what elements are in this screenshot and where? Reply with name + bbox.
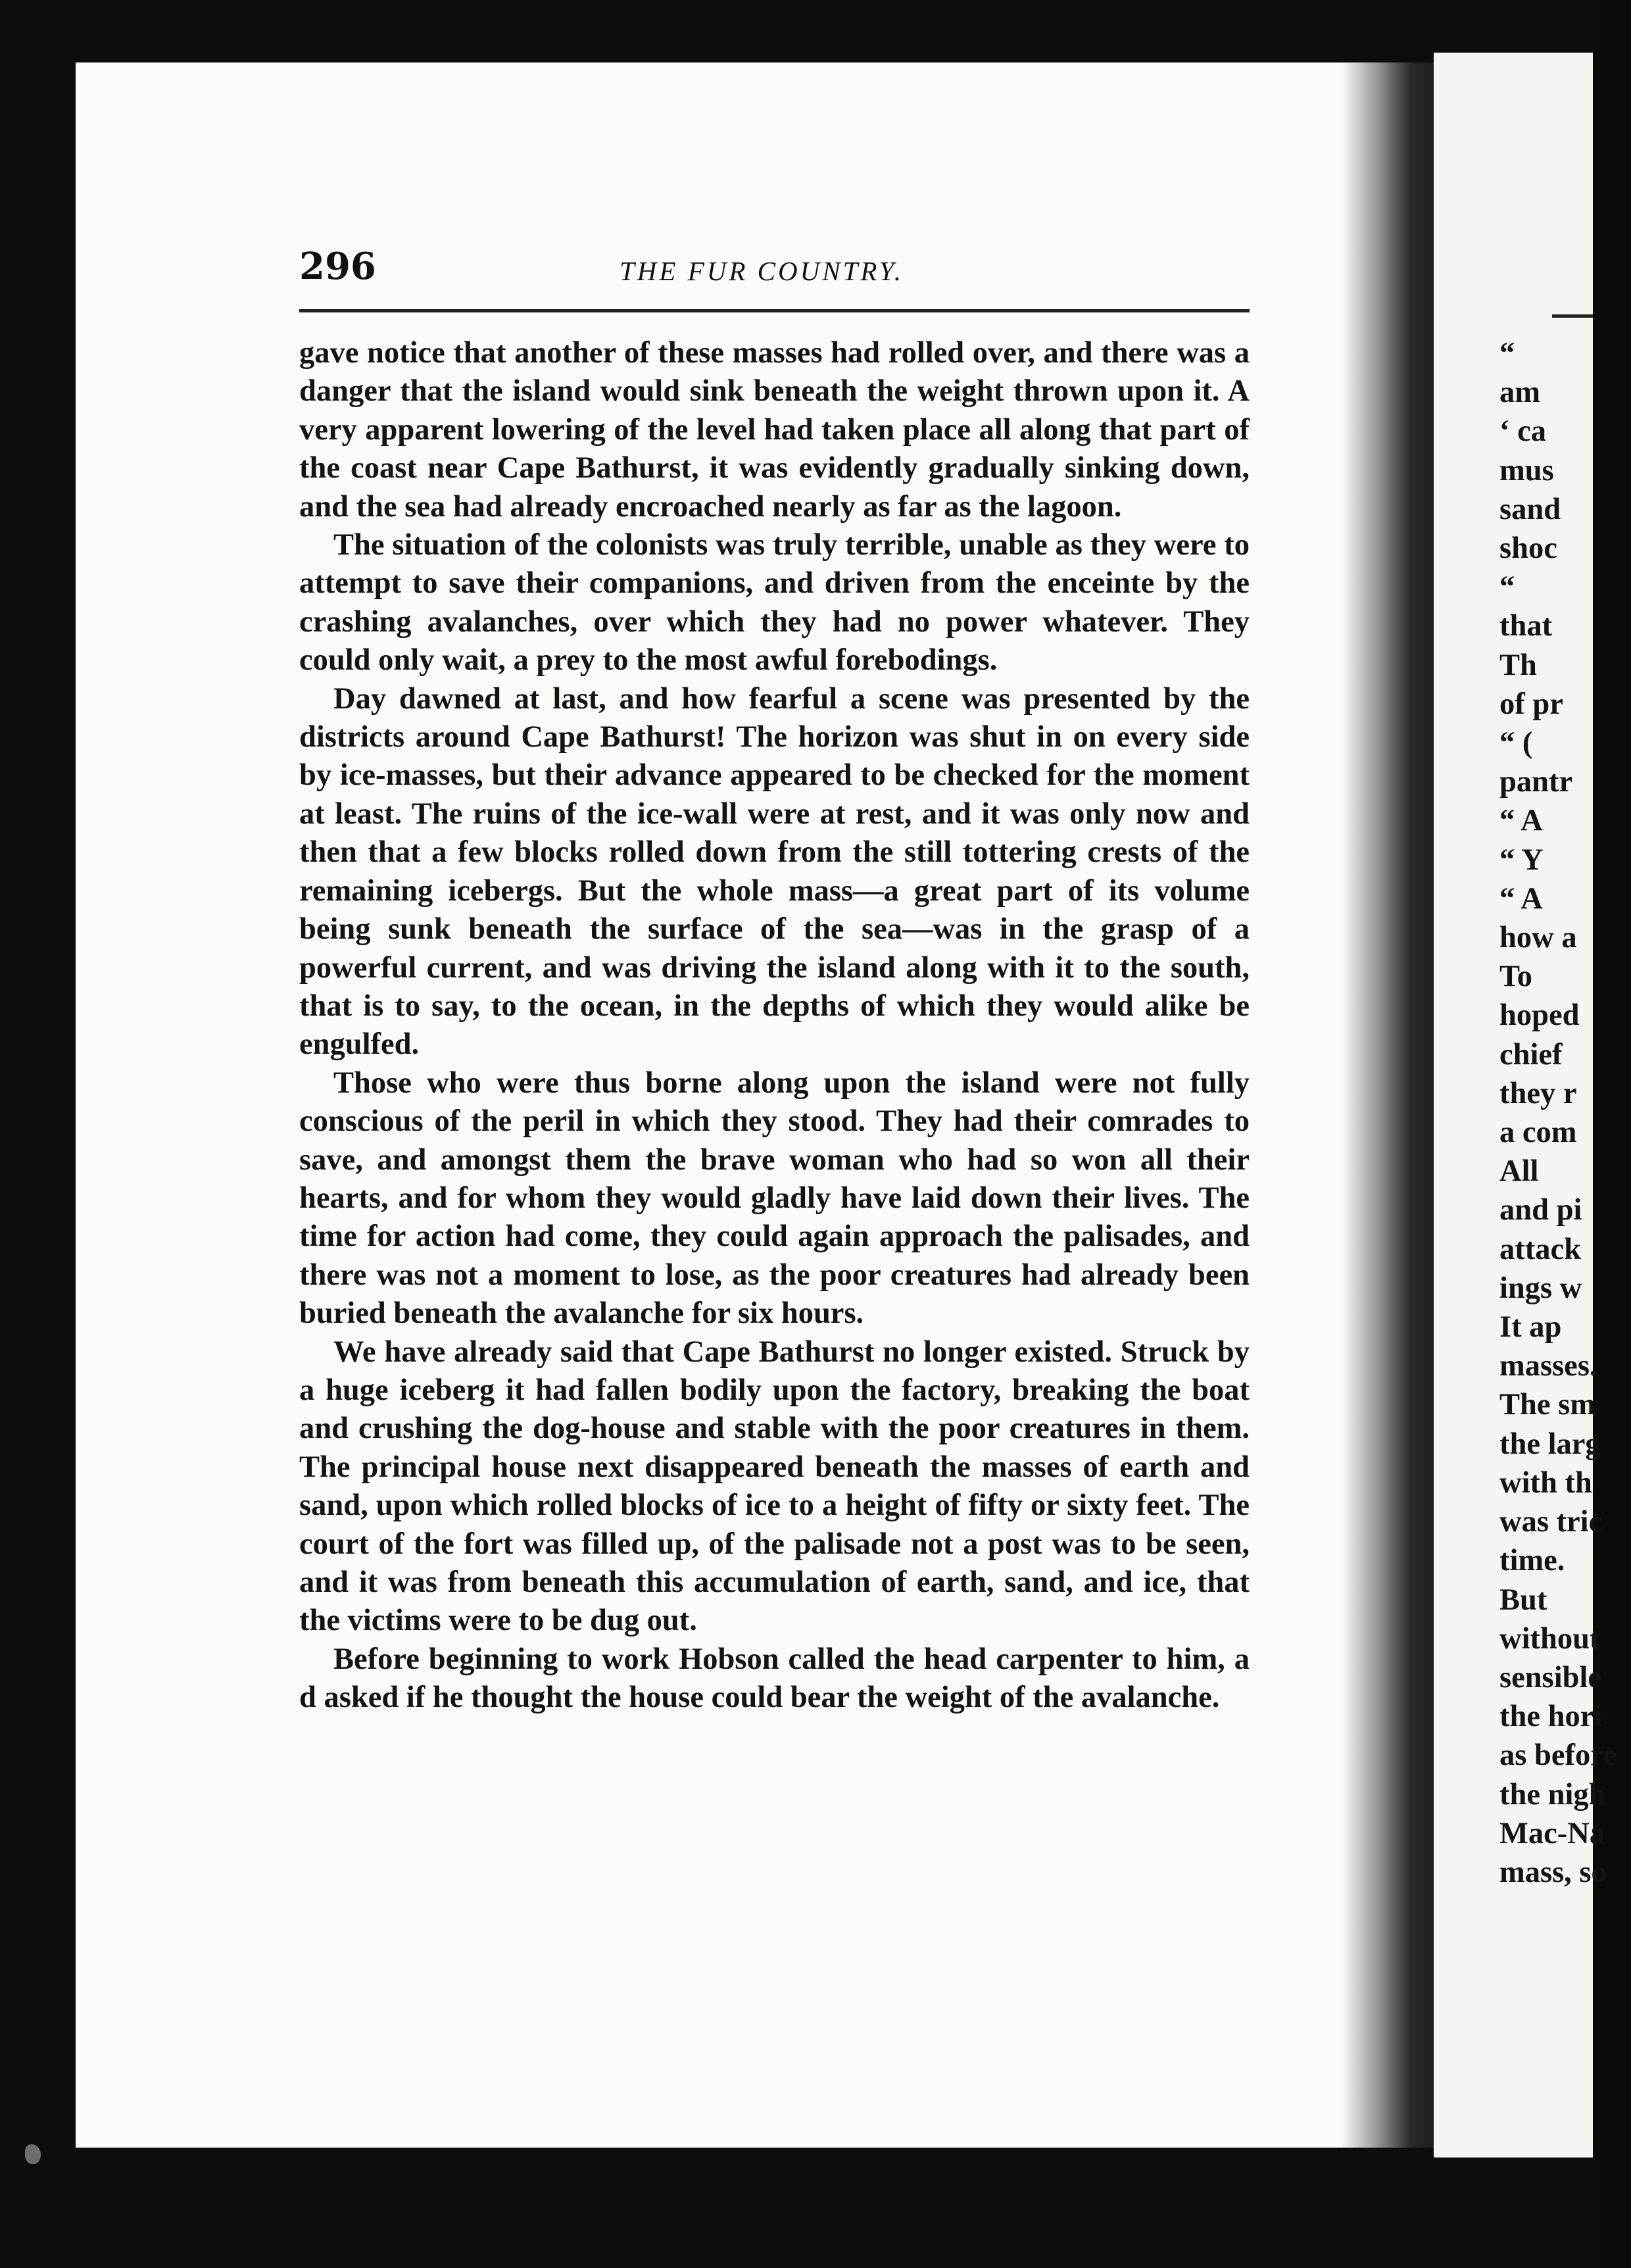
header-rule bbox=[299, 309, 1250, 312]
right-page-line: the larg bbox=[1499, 1427, 1601, 1461]
running-title: THE FUR COUNTRY. bbox=[620, 256, 904, 286]
right-page-line: the nigh bbox=[1499, 1777, 1606, 1812]
right-page-line: hoped bbox=[1499, 998, 1580, 1033]
right-page-line: of pr bbox=[1499, 687, 1563, 721]
right-page-line: Mac-Na bbox=[1499, 1816, 1605, 1850]
right-page-line: time. bbox=[1499, 1544, 1565, 1578]
right-page-line: “ Y bbox=[1499, 843, 1544, 877]
body-text bbox=[299, 334, 1250, 1717]
right-page-line: without bbox=[1499, 1621, 1600, 1656]
right-page-line: a com bbox=[1499, 1116, 1577, 1150]
right-page-line: mass, so bbox=[1499, 1855, 1607, 1889]
right-page-header-rule bbox=[1552, 314, 1593, 318]
right-page-text bbox=[1499, 334, 1631, 1892]
right-page-line: was tric bbox=[1499, 1505, 1603, 1539]
right-page-line: All bbox=[1499, 1154, 1539, 1189]
right-page-line: chief bbox=[1499, 1037, 1563, 1072]
right-page-line: mus bbox=[1499, 453, 1554, 487]
book-gutter bbox=[1342, 62, 1440, 2148]
paragraph: Day dawned at last, and how fearful a scene was presented by the districts around Cape Bathurst! The horizon was shut in on every side by ice-masses, but their advance appeared to be checked for the moment at least. The ruins of the ice-wall were at rest, and it was only now and then that a few blocks rolled down from the still tottering crests of the remaining icebergs. But the whole mass—a great part of its volume being sunk beneath the surface of the sea—was in the grasp of a powerful current, and was driving the island along with it to the south, that is to say, to the ocean, in the depths of which they would alike be engulfed. bbox=[299, 681, 1250, 1062]
right-page-line: “ ( bbox=[1499, 726, 1533, 760]
right-page-line: the hori bbox=[1499, 1700, 1603, 1734]
right-page-line: Th bbox=[1499, 648, 1537, 682]
right-page-line: ‘ ca bbox=[1499, 414, 1546, 449]
paragraph: Those who were thus borne along upon the island were not fully conscious of the peril in which they stood. They had their comrades to save, and amongst them the brave woman who had so won all their hearts, and for whom they would gladly have laid down their lives. The time for action had come, they could again approach the palisades, and there was not a moment to lose, as the poor creatures had already been buried beneath the avalanche for six hours. bbox=[299, 1066, 1250, 1331]
right-page-line: ings w bbox=[1499, 1271, 1582, 1305]
right-page-line: “ A bbox=[1499, 804, 1543, 838]
right-page-line: that bbox=[1499, 609, 1553, 643]
right-page-line: To bbox=[1499, 960, 1532, 994]
paragraph: gave notice that another of these masses had rolled over, and there was a danger that the island would sink beneath the weight thrown upon it. A very apparent lowering of the level had taken place all along that part of the coast near Cape Bathurst, it was evidently gradually sinking down, and the sea had already encroached nearly as far as the lagoon. bbox=[299, 336, 1250, 524]
right-page-line: how a bbox=[1499, 921, 1577, 955]
right-page-line: attack bbox=[1499, 1232, 1581, 1266]
right-page-line: The sm bbox=[1499, 1388, 1595, 1422]
right-page-line: But bbox=[1499, 1583, 1547, 1617]
paragraph: The situation of the colonists was truly terrible, unable as they were to attempt to save their companions, and driven from the enceinte by the crashing avalanches, over which they had no power whatever. They could only wait, a prey to the most awful forebodings. bbox=[299, 528, 1250, 678]
running-header bbox=[299, 245, 1250, 288]
paragraph: We have already said that Cape Bathurst no longer existed. Struck by a huge iceberg it had fallen bodily upon the factory, breaking the boat and crushing the dog-house and stable with the poor creatures in them. The principal house next disappeared beneath the masses of earth and sand, upon which rolled blocks of ice to a height of fifty or sixty feet. The court of the fort was filled up, of the palisade not a post was to be seen, and it was from beneath this accumulation of earth, sand, and ice, that the victims were to be dug out. bbox=[299, 1335, 1250, 1638]
right-page-line: as before bbox=[1499, 1738, 1617, 1773]
right-page-line: sensible bbox=[1499, 1660, 1602, 1694]
right-page-line: shoc bbox=[1499, 531, 1557, 566]
right-page-line: and pi bbox=[1499, 1193, 1582, 1227]
right-page-line: they r bbox=[1499, 1076, 1577, 1110]
right-page-line: masses. bbox=[1499, 1349, 1597, 1383]
right-page-line: “ bbox=[1499, 337, 1515, 370]
paragraph: Before beginning to work Hobson called the head carpenter to him, a d asked if he thought the house could bear the weight of the avalanche. bbox=[299, 1642, 1250, 1715]
right-page-line: with th bbox=[1499, 1466, 1592, 1500]
right-page-line: pantr bbox=[1499, 765, 1573, 799]
right-page-line: sand bbox=[1499, 492, 1561, 526]
right-page-line: am bbox=[1499, 376, 1540, 410]
right-page-line: It ap bbox=[1499, 1310, 1562, 1344]
right-page-line: “ A bbox=[1499, 881, 1543, 916]
scan-speck bbox=[25, 2144, 41, 2164]
page-number: 296 bbox=[299, 245, 376, 288]
right-page-line: “ bbox=[1499, 570, 1515, 604]
